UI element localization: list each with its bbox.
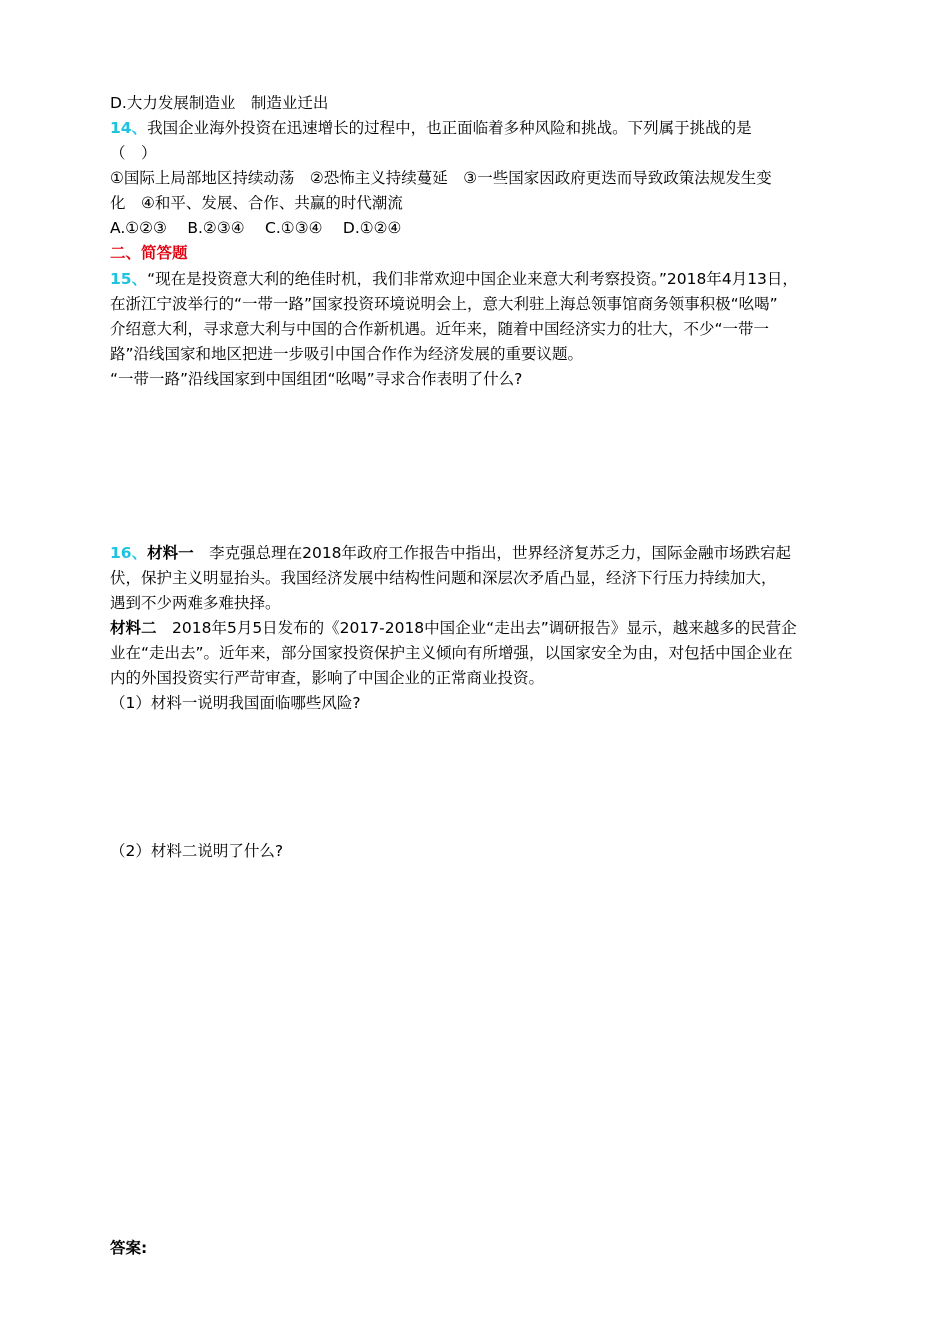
q15-line3: 介绍意大利，寻求意大利与中国的合作新机遇。近年来，随着中国经济实力的壮大，不少“一带一 xyxy=(110,320,770,338)
q13-option-d: D.大力发展制造业 制造业迁出 xyxy=(110,94,329,112)
q16-m1-line2: 伏，保护主义明显抬头。我国经济发展中结构性问题和深层次矛盾凸显，经济下行压力持续加大， xyxy=(110,569,777,587)
q16-sub2: （2）材料二说明了什么? xyxy=(110,842,284,860)
answer-label: 答案: xyxy=(110,1239,148,1257)
q16-material2-line1 xyxy=(110,617,797,639)
q15-number: 15、 xyxy=(110,270,148,288)
q14-stem-line2: （ ） xyxy=(110,144,157,162)
q14-number: 14、 xyxy=(110,119,148,137)
q14-options: A.①②③ B.②③④ C.①③④ D.①②④ xyxy=(110,219,402,237)
q16-sub1: （1）材料一说明我国面临哪些风险? xyxy=(110,694,361,712)
q15-question: “一带一路”沿线国家到中国组团“吆喝”寻求合作表明了什么? xyxy=(110,370,523,388)
q16-material1-line1 xyxy=(110,542,791,564)
q15-line2: 在浙江宁波举行的“一带一路”国家投资环境说明会上，意大利驻上海总领事馆商务领事积极“吆喝” xyxy=(110,295,778,313)
q14-items-line1: ①国际上局部地区持续动荡 ②恐怖主义持续蔓延 ③一些国家因政府更迭而导致政策法规发生变 xyxy=(110,169,772,187)
q16-m1-line3: 遇到不少两难多难抉择。 xyxy=(110,594,281,612)
section2-title: 二、简答题 xyxy=(110,244,188,262)
q16-material1-label: 材料一 xyxy=(147,544,194,562)
q14-stem-text: 我国企业海外投资在迅速增长的过程中，也正面临着多种风险和挑战。下列属于挑战的是 xyxy=(147,119,752,137)
q14-items-line2: 化 ④和平、发展、合作、共赢的时代潮流 xyxy=(110,194,403,212)
q16-m1-text-1: 李克强总理在2018年政府工作报告中指出，世界经济复苏乏力，国际金融市场跌宕起 xyxy=(193,544,792,562)
q15-line4: 路”沿线国家和地区把进一步吸引中国合作作为经济发展的重要议题。 xyxy=(110,345,584,363)
q15-line1 xyxy=(110,268,798,290)
q16-m2-line3: 内的外国投资实行严苛审查，影响了中国企业的正常商业投资。 xyxy=(110,669,545,687)
q16-number: 16、 xyxy=(110,544,148,562)
q14-stem-line1 xyxy=(110,117,752,139)
q15-text-1: “现在是投资意大利的绝佳时机，我们非常欢迎中国企业来意大利考察投资。”2018年4月13日， xyxy=(147,270,798,288)
q16-material2-label: 材料二 xyxy=(110,619,157,637)
q16-m2-line2: 业在“走出去”。近年来，部分国家投资保护主义倾向有所增强，以国家安全为由，对包括中国企业在 xyxy=(110,644,793,662)
q16-m2-text-1: 2018年5月5日发布的《2017-2018中国企业“走出去”调研报告》显示，越来越多的民营企 xyxy=(156,619,797,637)
